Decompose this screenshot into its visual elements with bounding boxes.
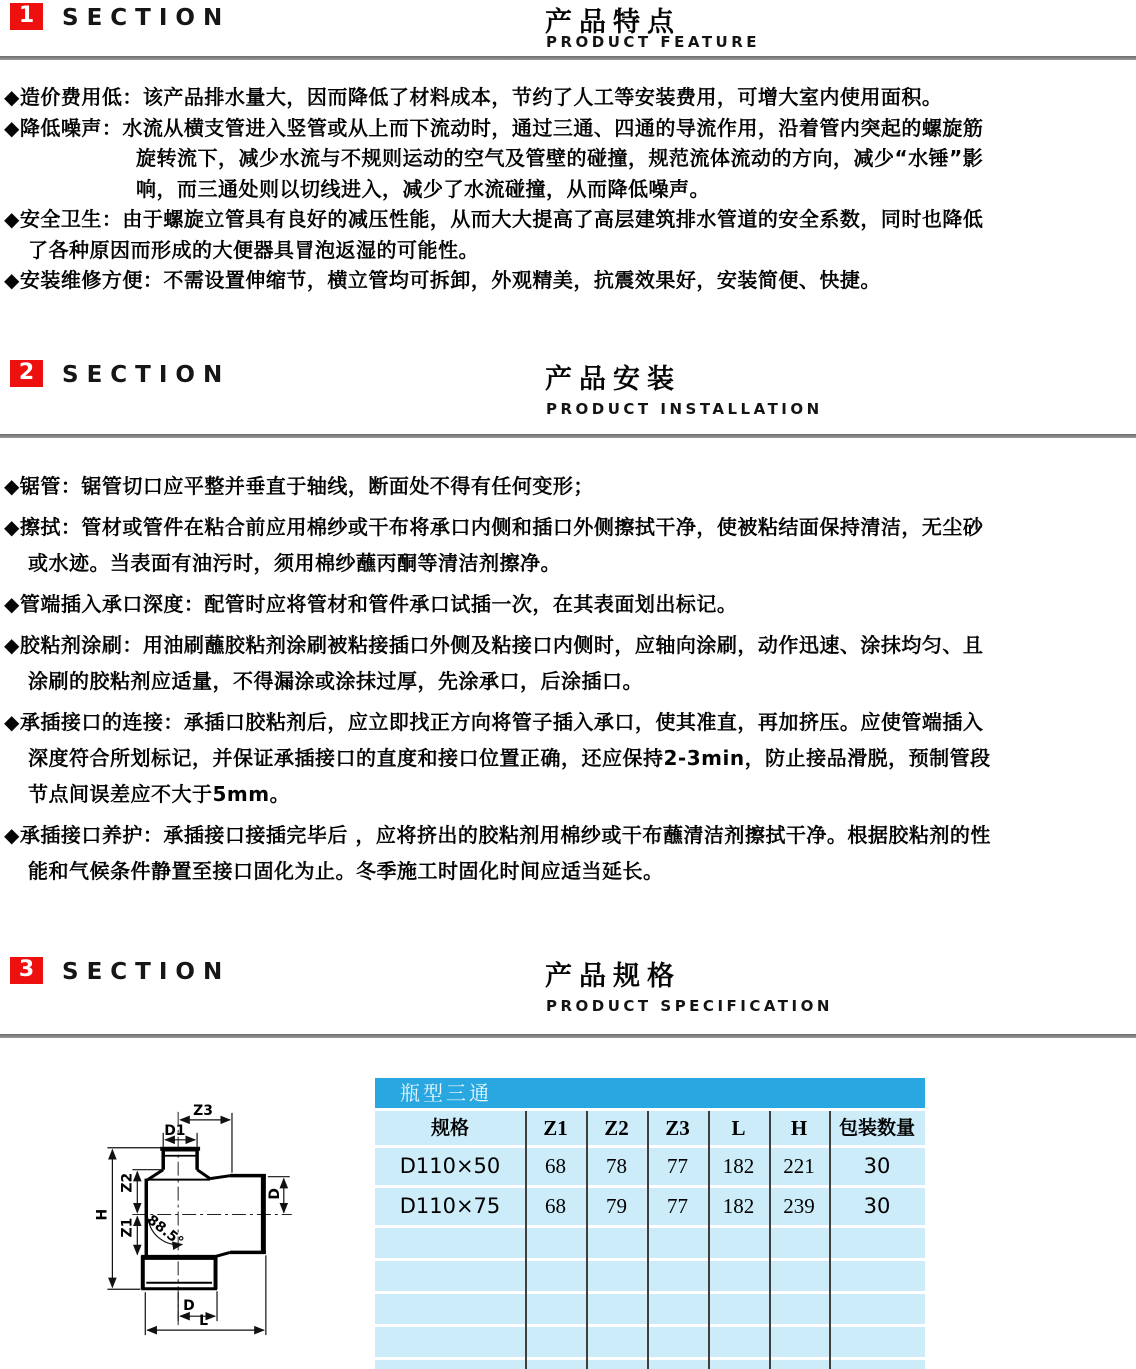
spec-table [375, 1078, 925, 1369]
section-1-badge: 1 [10, 3, 43, 30]
dim-label-d1: D1 [164, 1122, 186, 1139]
header-cell: Z2 [604, 1116, 629, 1140]
cell: 79 [606, 1194, 627, 1218]
empty-row [375, 1327, 925, 1357]
section-1-title-en: PRODUCT FEATURE [546, 33, 761, 51]
empty-row [375, 1360, 925, 1369]
column-separator [769, 1111, 771, 1369]
column-separator [708, 1111, 710, 1369]
section-3-badge: 3 [10, 957, 43, 984]
text-line: 涂刷的胶粘剂应适量，不得漏涂或涂抹过厚，先涂承口，后涂插口。 [28, 669, 643, 693]
section-1-title-cn: 产品特点 [545, 7, 681, 38]
dim-label-z1: Z1 [119, 1217, 136, 1238]
section-1-label: SECTION [62, 5, 231, 31]
cell: 239 [783, 1194, 815, 1218]
installation-list [4, 468, 1134, 889]
header-cell: Z1 [543, 1116, 568, 1140]
section-3-title-cn: 产品规格 [545, 961, 681, 992]
cell: 78 [606, 1154, 627, 1178]
text-line: ◆安装维修方便：不需设置伸缩节，横立管均可拆卸，外观精美，抗震效果好，安装简便、快捷。 [4, 268, 881, 292]
text-line: ◆降低噪声：水流从横支管进入竖管或从上而下流动时，通过三通、四通的导流作用，沿着管内突起的螺旋筋 [4, 115, 984, 140]
column-separator [647, 1111, 649, 1369]
empty-row [375, 1228, 925, 1258]
table-header-row [375, 1111, 925, 1145]
dim-label-h: H [94, 1208, 111, 1221]
cell: 182 [722, 1194, 755, 1218]
cell: 221 [783, 1154, 815, 1178]
section-3-header [0, 957, 1136, 1017]
divider [0, 1034, 1136, 1038]
section-2-badge: 2 [10, 360, 43, 387]
cell: 30 [863, 1194, 891, 1218]
text-line: 深度符合所划标记，并保证承插接口的直度和接口位置正确，还应保持2-3min，防止接品滑脱，预制管段 [28, 746, 991, 770]
table-title: 瓶型三通 [375, 1078, 925, 1108]
cell: D110×50 [399, 1154, 501, 1178]
feature-list [4, 82, 1134, 296]
header-cell: H [790, 1116, 808, 1140]
section-1-header [0, 3, 1136, 63]
table-row [375, 1188, 925, 1225]
text-line: 旋转流下，减少水流与不规则运动的空气及管壁的碰撞，规范流体流动的方向，减少“水锤”影 [136, 146, 984, 170]
text-line: 能和气候条件静置至接口固化为止。冬季施工时固化时间应适当延长。 [28, 859, 664, 883]
divider [0, 434, 1136, 438]
text-line: ◆擦拭：管材或管件在粘合前应用棉纱或干布将承口内侧和插口外侧擦拭干净，使被粘结面保持清洁，无尘砂 [4, 515, 984, 539]
text-line: 或水迹。当表面有油污时，须用棉纱蘸丙酮等清洁剂擦净。 [28, 551, 561, 575]
text-line: 节点间误差应不大于5mm。 [28, 782, 291, 806]
column-separator [525, 1111, 527, 1369]
divider [0, 56, 1136, 60]
cell: 68 [545, 1194, 566, 1218]
text-line: ◆承插接口的连接：承插口胶粘剂后，应立即找正方向将管子插入承口，使其准直，再加挤压。应使管端插入 [4, 710, 984, 734]
section-3-title-en: PRODUCT SPECIFICATION [546, 997, 833, 1015]
table-row [375, 1148, 925, 1185]
text-line: ◆管端插入承口深度：配管时应将管材和管件承口试插一次，在其表面划出标记。 [4, 592, 738, 616]
header-cell: 规格 [430, 1117, 469, 1139]
empty-row [375, 1261, 925, 1291]
cell: 182 [722, 1154, 755, 1178]
text-line: 响，而三通处则以切线进入，减少了水流碰撞，从而降低噪声。 [136, 176, 710, 201]
fitting-technical-drawing [80, 1080, 370, 1369]
column-separator [829, 1111, 831, 1369]
empty-row [375, 1294, 925, 1324]
section-2-label: SECTION [62, 362, 231, 388]
section-2-header [0, 360, 1136, 420]
cell: 77 [667, 1194, 688, 1218]
cell: 30 [863, 1154, 891, 1178]
dim-label-z3: Z3 [193, 1102, 213, 1119]
text-line: ◆胶粘剂涂刷：用油刷蘸胶粘剂涂刷被粘接插口外侧及粘接口内侧时，应轴向涂刷，动作迅速、涂抹均匀、且 [4, 633, 984, 657]
text-line: ◆造价费用低：该产品排水量大，因而降低了材料成本，节约了人工等安装费用，可增大室内使用面积。 [4, 85, 943, 109]
dim-label-d-right: D [266, 1188, 283, 1200]
header-cell: Z3 [665, 1116, 690, 1140]
column-separator [586, 1111, 588, 1369]
dim-label-l: L [199, 1313, 208, 1330]
header-cell: L [731, 1116, 746, 1140]
text-line: ◆承插接口养护：承插接口接插完毕后 ，应将挤出的胶粘剂用棉纱或干布蘸清洁剂擦拭干净。根据胶粘剂的性 [4, 823, 991, 847]
section-2-title-en: PRODUCT INSTALLATION [546, 400, 823, 418]
cell: 68 [545, 1154, 566, 1178]
text-line: ◆锯管：锯管切口应平整并垂直于轴线，断面处不得有任何变形； [4, 474, 594, 498]
text-line: ◆安全卫生：由于螺旋立管具有良好的减压性能，从而大大提高了高层建筑排水管道的安全系数，同时也降低 [4, 207, 984, 231]
section-2-title-cn: 产品安装 [545, 364, 681, 395]
cell: 77 [667, 1154, 688, 1178]
dim-label-angle: 88.5° [143, 1212, 187, 1251]
dim-label-z2: Z2 [119, 1172, 136, 1193]
dim-label-d-bottom: D [183, 1298, 195, 1315]
section-3-label: SECTION [62, 959, 231, 985]
cell: D110×75 [399, 1194, 501, 1218]
text-line: 了各种原因而形成的大便器具冒泡返湿的可能性。 [28, 237, 479, 262]
header-cell: 包装数量 [838, 1117, 915, 1139]
